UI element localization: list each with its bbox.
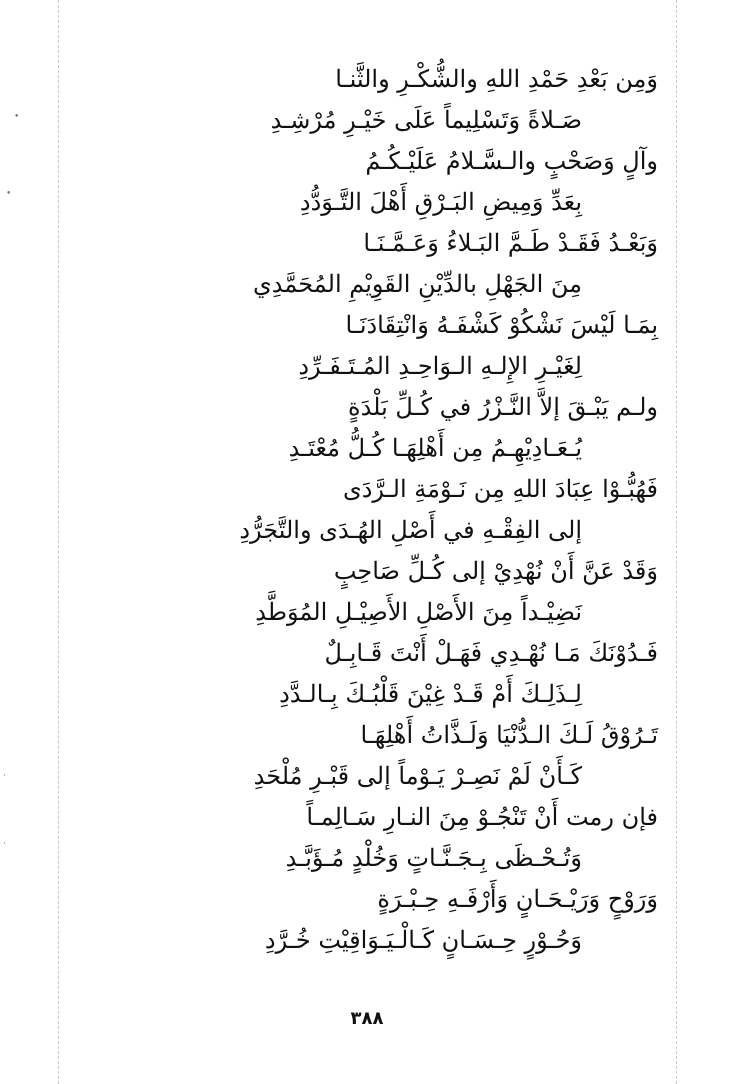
verse-line: وَقَدْ عَنَّ أَنْ نُهْدِيْ إلى كُـلِّ صَاحِبٍ [333,557,658,585]
verse-line: بِمَـا لَيْسَ نَشْكُوْ كَشْفَـهُ وَانْتِقَادَنَـا [345,311,658,339]
verse-line: لِـذَلِـكَ أَمْ قَـدْ غِيْنَ قَلْبُـكَ بِـالـدَّدِ [279,680,582,708]
right-margin-rule [676,0,677,1084]
verse-line: ولـم يَبْـقَ إلاَّ النَّـزْرُ في كُـلِّ بَلْدَةٍ [348,393,658,421]
verse-line: لِغَيْـرِ الإِلـهِ الـوَاحِـدِ المُـتَـفَـرِّدِ [298,352,582,380]
verse-line: نَضِيْـداً مِنَ الأَصْلِ الأَصِيْـلِ المُوَطَّدِ [255,598,582,626]
verse-line: مِنَ الجَهْلِ بالدِّيْنِ القَوِيْمِ المُحَمَّدِي [253,270,582,298]
poem-page [118,60,658,970]
verse-line: وَتُـحْـظَى بِـجَـنَّـاتٍ وَخُلْدٍ مُـؤَبَّـدِ [285,844,582,872]
verse-line: وَمِن بَعْدِ حَمْدِ اللهِ والشُّكْـرِ والثَّنـا [335,65,658,93]
scan-speck: • [6,189,12,199]
verse-line: وَرَوْحٍ وَرَيْـحَـانٍ وَأَرْفَـهِ حِـبْـرَةٍ [377,885,658,913]
verse-line: وَبَعْـدُ فَقَـدْ طَـمَّ البَـلاءُ وَعَـمَّـنَـا [363,229,658,257]
verse-line: إلى الفِقْـهِ في أَصْلِ الهُـدَى والتَّجَرُّدِ [239,516,582,544]
verse-line: فإن رمت أَنْ تَنْجُـوْ مِنَ النـارِ سَـالِمـاً [306,803,658,831]
verse-line: وآلٍ وَصَحْبٍ والـسَّـلامُ عَلَيْـكُـمُ [365,147,658,175]
scan-speck: · [3,771,6,781]
verse-line: تَـرُوْقُ لَـكَ الـدُّنْيَا وَلَـذَّاتُ أَهْلِهَـا [360,721,658,749]
page-number: ٣٨٨ [350,1008,384,1029]
verse-line: فَهُبُّـوْا عِبَادَ اللهِ مِن نَـوْمَةِ الـرَّدَى [342,475,658,503]
verse-line: وَحُـوْرٍ حِـسَـانٍ كَـالْـيَـوَاقِيْتِ خُـرَّدِ [264,926,582,954]
scan-speck: • [14,112,20,122]
verse-line: فَـدُوْنَكَ مَـا نُهْـدِي فَهَـلْ أَنْتَ قَـابِـلٌ [324,639,658,667]
verse-line: صَـلاةً وَتَسْلِيماً عَلَى خَيْـرِ مُرْشِـدِ [270,106,582,134]
left-margin-rule [58,0,59,1084]
scan-speck: · [3,839,6,849]
verse-line: كَـأَنْ لَمْ نَصِـرْ يَـوْماً إلى قَبْـرِ مُلْحَدِ [253,762,582,790]
verse-line: بِعَدِّ وَمِيضِ البَـرْقِ أَهْلَ التَّـوَدُّدِ [299,188,582,216]
verse-line: يُـعَـادِيْهِـمُ مِن أَهْلِهَـا كُـلُّ مُعْتَـدِ [288,434,582,462]
